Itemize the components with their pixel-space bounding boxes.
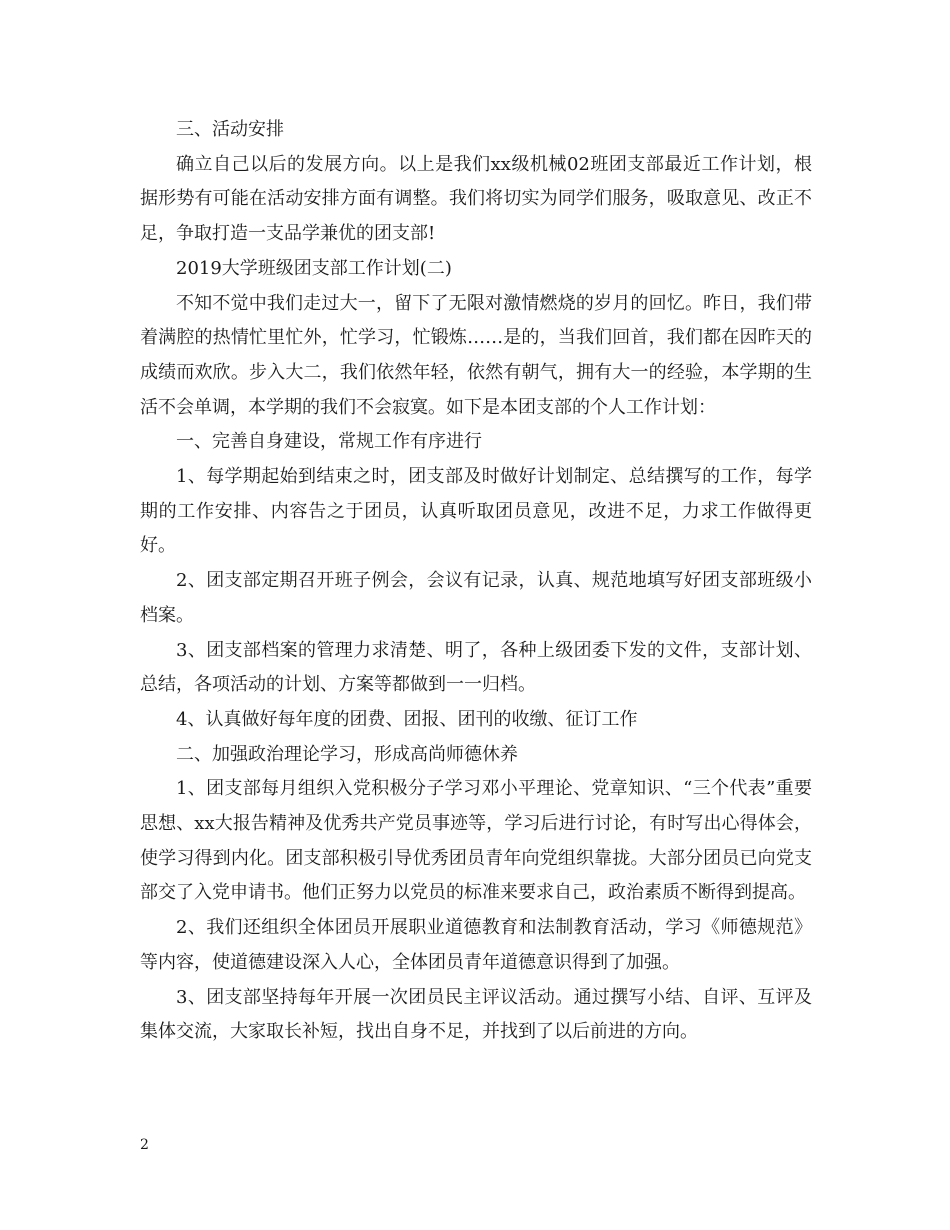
paragraph-item-4: 4、认真做好每年度的团费、团报、团刊的收缴、征订工作 (176, 708, 638, 730)
section-heading-self-construction: 一、完善自身建设，常规工作有序进行 (176, 431, 482, 453)
paragraph-study-item-2: 2、我们还组织全体团员开展职业道德教育和法制教育活动，学习《师德规范》等内容，使道德建设深入人心，全体团员青年道德意识得到了加强。 (140, 917, 812, 973)
section-heading-activity-arrangement: 三、活动安排 (176, 119, 284, 140)
document-subtitle: 2019大学班级团支部工作计划(二) (176, 257, 452, 279)
paragraph-item-2: 2、团支部定期召开班子例会，会议有记录，认真、规范地填写好团支部班级小档案。 (140, 570, 812, 626)
paragraph-item-3: 3、团支部档案的管理力求清楚、明了，各种上级团委下发的文件，支部计划、总结，各项活动的计划、方案等都做到一一归档。 (140, 639, 812, 696)
paragraph-development-direction: 确立自己以后的发展方向。以上是我们xx级机械02班团支部最近工作计划，根据形势有可能在活动安排方面有调整。我们将切实为同学们服务，吸取意见、改正不足，争取打造一支品学兼优的团支部! (140, 153, 812, 245)
paragraph-introduction: 不知不觉中我们走过大一，留下了无限对激情燃烧的岁月的回忆。昨日，我们带着满腔的热情忙里忙外，忙学习，忙锻炼……是的，当我们回首，我们都在因昨天的成绩而欢欣。步入大二，我们依然年轻，依然有朝气，拥有大一的经验，本学期的生活不会单调，本学期的我们不会寂寞。如下是本团支部的个人工作计划： (140, 292, 812, 418)
paragraph-item-1: 1、每学期起始到结束之时，团支部及时做好计划制定、总结撰写的工作，每学期的工作安排、内容告之于团员，认真听取团员意见，改进不足，力求工作做得更好。 (140, 466, 812, 557)
paragraph-study-item-3: 3、团支部坚持每年开展一次团员民主评议活动。通过撰写小结、自评、互评及集体交流，大家取长补短，找出自身不足，并找到了以后前进的方向。 (140, 986, 812, 1043)
paragraph-study-item-1: 1、团支部每月组织入党积极分子学习邓小平理论、党章知识、“三个代表”重要思想、xx大报告精神及优秀共产党员事迹等，学习后进行讨论，有时写出心得体会，使学习得到内化。团支部积极引导优秀团员青年向党组织靠拢。大部分团员已向党支部交了入党申请书。他们正努力以党员的标准来要求自己，政治素质不断得到提高。 (140, 778, 812, 904)
document-body (140, 113, 812, 1050)
section-heading-political-study: 二、加强政治理论学习，形成高尚师德休养 (176, 743, 518, 765)
page-number: 2 (140, 1137, 149, 1153)
